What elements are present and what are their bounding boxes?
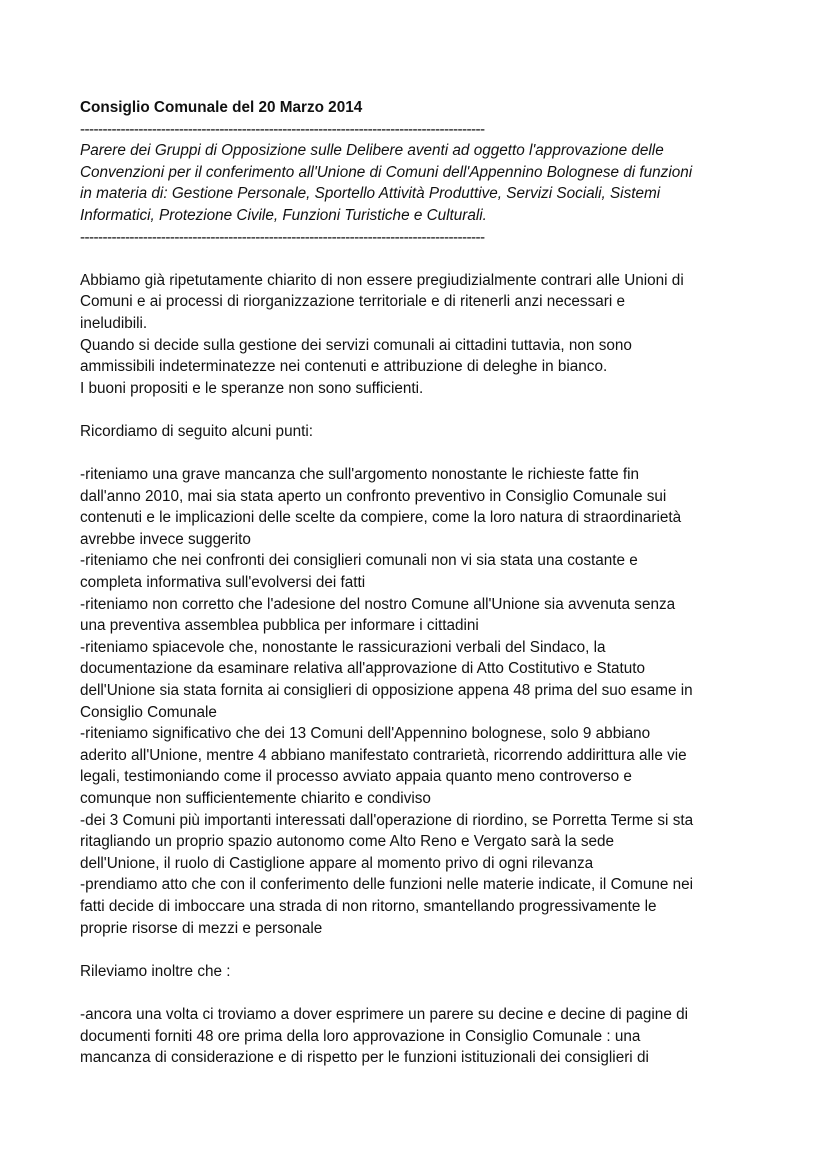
finding-line: documenti forniti 48 ore prima della loro approvazione in Consiglio Comunale : una: [80, 1027, 641, 1045]
point-line: contenuti e le implicazioni delle scelte da compiere, come la loro natura di straordinarietà: [80, 509, 682, 527]
spacer: [80, 399, 770, 421]
point-line: fatti decide di imboccare una strada di non ritorno, smantellando progressivamente le: [80, 897, 657, 915]
spacer: [80, 248, 770, 270]
point-line: documentazione da esaminare relativa all'approvazione di Atto Costitutivo e Statuto: [80, 660, 645, 678]
document-page: [80, 97, 770, 1069]
subject-line: Convenzioni per il conferimento all'Unione di Comuni dell'Appennino Bolognese di funzioni: [80, 163, 693, 181]
document-title: Consiglio Comunale del 20 Marzo 2014: [80, 99, 363, 116]
point-line: dall'anno 2010, mai sia stata aperto un confronto preventivo in Consiglio Comunale sui: [80, 487, 667, 505]
point-line: comunque non sufficientemente chiarito e condiviso: [80, 790, 431, 807]
findings-heading: Rileviamo inoltre che :: [80, 962, 231, 980]
point-line: legali, testimoniando come il processo avviato appaia quanto meno controverso e: [80, 768, 632, 786]
point-line: completa informativa sull'evolversi dei fatti: [80, 574, 366, 592]
point-line: -riteniamo spiacevole che, nonostante le rassicurazioni verbali del Sindaco, la: [80, 638, 606, 656]
point-line: Consiglio Comunale: [80, 703, 217, 721]
point-line: una preventiva assemblea pubblica per informare i cittadini: [80, 617, 479, 635]
point-line: avrebbe invece suggerito: [80, 530, 251, 548]
point-line: ritagliando un proprio spazio autonomo come Alto Reno e Vergato sarà la sede: [80, 833, 615, 851]
points-heading: Ricordiamo di seguito alcuni punti:: [80, 422, 313, 440]
intro-line: I buoni propositi e le speranze non sono sufficienti.: [80, 379, 424, 397]
subject-line: Informatici, Protezione Civile, Funzioni Turistiche e Culturali.: [80, 206, 487, 224]
separator-bottom: ------------------------------------------------------------------------------------------: [80, 228, 485, 246]
findings-list: [80, 1004, 770, 1069]
intro-line: ammissibili indeterminatezze nei contenuti e attribuzione di deleghe in bianco.: [80, 358, 608, 376]
intro-line: Abbiamo già ripetutamente chiarito di non essere pregiudizialmente contrari alle Unioni di: [80, 271, 684, 289]
points-list: [80, 464, 770, 939]
intro-line: Comuni e ai processi di riorganizzazione territoriale e di ritenerli anzi necessari e: [80, 293, 625, 311]
point-line: -prendiamo atto che con il conferimento delle funzioni nelle materie indicate, il Comune nei: [80, 876, 694, 894]
subject-line: in materia di: Gestione Personale, Sportello Attività Produttive, Servizi Sociali, Sistemi: [80, 185, 661, 203]
intro-line: ineludibili.: [80, 314, 148, 332]
point-line: -riteniamo che nei confronti dei consiglieri comunali non vi sia stata una costante e: [80, 552, 638, 570]
separator-top: ------------------------------------------------------------------------------------------: [80, 120, 485, 138]
spacer: [80, 443, 770, 465]
spacer: [80, 982, 770, 1004]
point-line: aderito all'Unione, mentre 4 abbiano manifestato contrarietà, ricorrendo addirittura alle vie: [80, 746, 687, 764]
point-line: dell'Unione, il ruolo di Castiglione appare al momento privo di ogni rilevanza: [80, 854, 594, 872]
intro-line: Quando si decide sulla gestione dei servizi comunali ai cittadini tuttavia, non sono: [80, 336, 632, 354]
spacer: [80, 939, 770, 961]
point-line: -dei 3 Comuni più importanti interessati dall'operazione di riordino, se Porretta Terme si sta: [80, 811, 694, 829]
point-line: proprie risorse di mezzi e personale: [80, 919, 323, 937]
point-line: dell'Unione sia stata fornita ai consiglieri di opposizione appena 48 prima del suo esame in: [80, 682, 693, 700]
subject-block: [80, 140, 770, 226]
point-line: -riteniamo significativo che dei 13 Comuni dell'Appennino bolognese, solo 9 abbiano: [80, 725, 651, 743]
finding-line: -ancora una volta ci troviamo a dover esprimere un parere su decine e decine di pagine di: [80, 1005, 688, 1023]
intro-paragraph: [80, 270, 770, 400]
point-line: -riteniamo una grave mancanza che sull'argomento nonostante le richieste fatte fin: [80, 466, 640, 484]
subject-line: Parere dei Gruppi di Opposizione sulle Delibere aventi ad oggetto l'approvazione delle: [80, 142, 664, 160]
finding-line: mancanza di considerazione e di rispetto per le funzioni istituzionali dei consiglieri di: [80, 1049, 649, 1067]
point-line: -riteniamo non corretto che l'adesione del nostro Comune all'Unione sia avvenuta senza: [80, 595, 676, 613]
